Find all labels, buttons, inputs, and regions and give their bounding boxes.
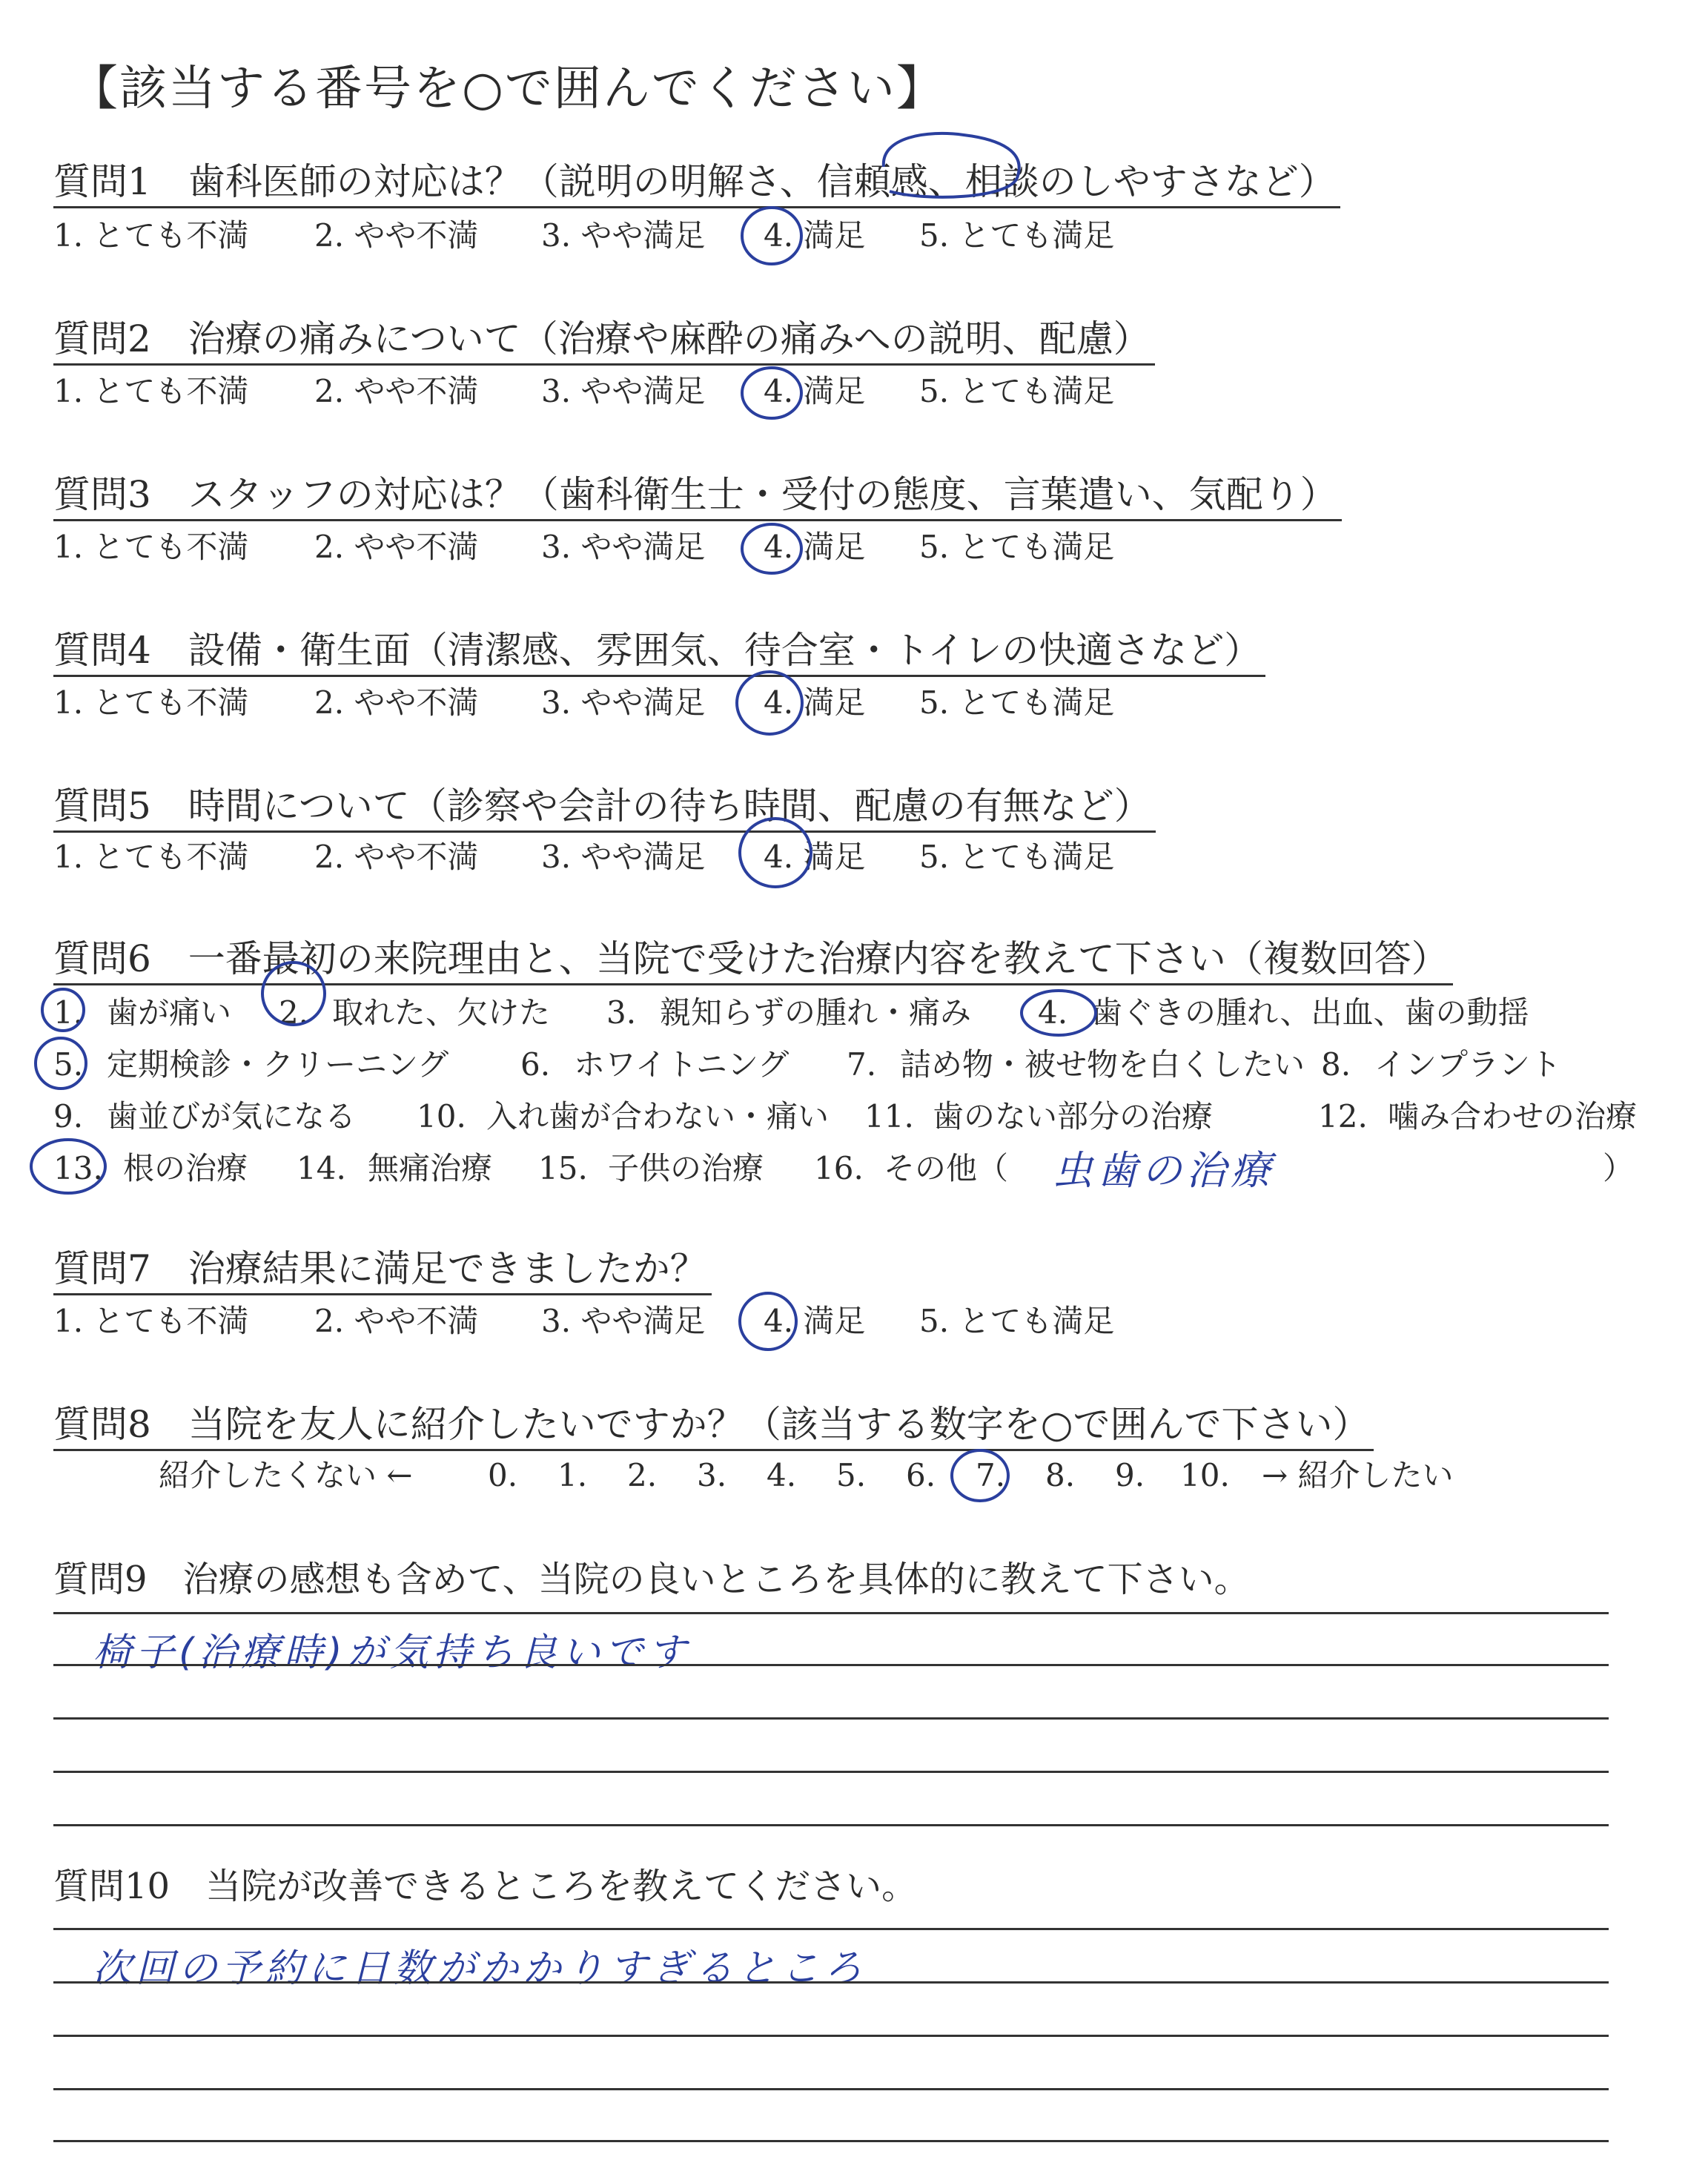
question-5-title: 質問5 時間について（診察や会計の待ち時間、配慮の有無など） [53,782,1156,833]
answer-line [53,1928,1609,1930]
option-4[interactable]: 4. 満足 [764,839,866,875]
option-1[interactable]: 1. とても不満 [53,373,249,409]
q6-option-16-num[interactable]: 16. [814,1150,864,1186]
scale-6[interactable]: 6. [906,1457,936,1493]
q6-option-2-num[interactable]: 2. [279,994,309,1031]
q6-option-9-label[interactable]: 歯並びが気になる [107,1098,357,1135]
option-5[interactable]: 5. とても満足 [919,684,1115,721]
scale-0[interactable]: 0. [488,1457,518,1493]
option-1[interactable]: 1. とても不満 [53,1303,249,1339]
option-1[interactable]: 1. とても不満 [53,217,249,254]
q6-option-10-label[interactable]: 入れ歯が合わない・痛い [486,1098,830,1135]
question-8-title: 質問8 当院を友人に紹介したいですか？（該当する数字を○で囲んで下さい） [53,1400,1374,1451]
option-3[interactable]: 3. やや満足 [541,529,706,565]
q6-option-3-num[interactable]: 3. [606,994,637,1031]
answer-line [53,1717,1609,1720]
question-2-title: 質問2 治療の痛みについて（治療や麻酔の痛みへの説明、配慮） [53,314,1155,366]
q6-other-close-paren: ） [1603,1150,1635,1186]
q6-option-16-label[interactable]: その他（ [884,1150,1009,1186]
q9-answer[interactable]: 椅子(治療時)が気持ち良いです [93,1631,691,1675]
q6-option-6-label[interactable]: ホワイトニング [574,1046,790,1083]
option-2[interactable]: 2. やや不満 [314,373,479,409]
option-3[interactable]: 3. やや満足 [541,217,706,254]
q6-option-13-label[interactable]: 根の治療 [123,1150,248,1186]
question-10-title: 質問10 当院が改善できるところを教えてください。 [53,1866,918,1907]
answer-line [53,2035,1609,2037]
option-2[interactable]: 2. やや不満 [314,839,479,875]
option-5[interactable]: 5. とても満足 [919,839,1115,875]
question-7-title: 質問7 治療結果に満足できましたか？ [53,1244,712,1295]
answer-line [53,1771,1609,1773]
option-2[interactable]: 2. やや不満 [314,529,479,565]
scale-7[interactable]: 7. [976,1457,1006,1493]
option-4[interactable]: 4. 満足 [764,529,866,565]
question-9-title: 質問9 治療の感想も含めて、当院の良いところを具体的に教えて下さい。 [53,1559,1250,1600]
option-4[interactable]: 4. 満足 [764,684,866,721]
option-1[interactable]: 1. とても不満 [53,839,249,875]
q6-option-4-label[interactable]: 歯ぐきの腫れ、出血、歯の動揺 [1091,994,1529,1031]
q6-option-5-num[interactable]: 5. [53,1046,84,1083]
q6-option-15-label[interactable]: 子供の治療 [608,1150,764,1186]
scale-right-label: → 紹介したい [1262,1457,1454,1493]
q6-option-12-label[interactable]: 噛み合わせの治療 [1388,1098,1638,1135]
answer-line [53,2140,1609,2142]
q6-other-answer[interactable]: 虫歯の治療 [1053,1147,1275,1194]
scale-3[interactable]: 3. [697,1457,727,1493]
question-4-title: 質問4 設備・衛生面（清潔感、雰囲気、待合室・トイレの快適さなど） [53,626,1265,677]
q10-answer[interactable]: 次回の予約に日数がかかりすぎるところ [93,1946,867,1991]
question-1-title: 質問1 歯科医師の対応は？（説明の明解さ、信頼感、相談のしやすさなど） [53,157,1340,208]
q6-option-8-num[interactable]: 8. [1321,1046,1351,1083]
option-4[interactable]: 4. 満足 [764,217,866,254]
q6-option-11-num[interactable]: 11. [864,1098,914,1135]
scale-4[interactable]: 4. [767,1457,797,1493]
q6-option-6-num[interactable]: 6. [520,1046,551,1083]
option-1[interactable]: 1. とても不満 [53,684,249,721]
q6-option-3-label[interactable]: 親知らずの腫れ・痛み [660,994,972,1031]
q6-option-7-num[interactable]: 7. [847,1046,877,1083]
q6-option-4-num[interactable]: 4. [1038,994,1068,1031]
scale-8[interactable]: 8. [1045,1457,1076,1493]
question-6-title: 質問6 一番最初の来院理由と、当院で受けた治療内容を教えて下さい（複数回答） [53,934,1453,985]
q6-option-10-num[interactable]: 10. [417,1098,466,1135]
scale-1[interactable]: 1. [557,1457,588,1493]
answer-line [53,1664,1609,1666]
scale-5[interactable]: 5. [836,1457,867,1493]
q6-option-15-num[interactable]: 15. [538,1150,588,1186]
option-3[interactable]: 3. やや満足 [541,1303,706,1339]
answer-line [53,1824,1609,1826]
option-2[interactable]: 2. やや不満 [314,1303,479,1339]
scale-10[interactable]: 10. [1180,1457,1230,1493]
q6-option-1-num[interactable]: 1. [53,994,84,1031]
q6-option-13-num[interactable]: 13. [53,1150,103,1186]
scale-2[interactable]: 2. [627,1457,658,1493]
q6-option-14-num[interactable]: 14. [297,1150,346,1186]
q6-option-1-label[interactable]: 歯が痛い [107,994,232,1031]
q6-option-12-num[interactable]: 12. [1318,1098,1368,1135]
option-5[interactable]: 5. とても満足 [919,373,1115,409]
question-3-title: 質問3 スタッフの対応は？（歯科衛生士・受付の態度、言葉遣い、気配り） [53,470,1342,521]
q6-option-11-label[interactable]: 歯のない部分の治療 [933,1098,1214,1135]
option-4[interactable]: 4. 満足 [764,373,866,409]
answer-line [53,1612,1609,1614]
q6-option-5-label[interactable]: 定期検診・クリーニング [107,1046,449,1083]
option-2[interactable]: 2. やや不満 [314,684,479,721]
page-title: 【該当する番号を○で囲んでください】 [70,62,945,116]
q6-option-2-label[interactable]: 取れた、欠けた [332,994,551,1031]
option-3[interactable]: 3. やや満足 [541,373,706,409]
answer-line [53,2088,1609,2090]
q6-option-14-label[interactable]: 無痛治療 [368,1150,493,1186]
q6-option-8-label[interactable]: インプラント [1374,1046,1562,1083]
option-2[interactable]: 2. やや不満 [314,217,479,254]
q6-option-7-label[interactable]: 詰め物・被せ物を白くしたい [900,1046,1305,1083]
option-5[interactable]: 5. とても満足 [919,217,1115,254]
scale-left-label: 紹介したくない ← [159,1457,413,1493]
option-4[interactable]: 4. 満足 [764,1303,866,1339]
scale-9[interactable]: 9. [1115,1457,1145,1493]
option-5[interactable]: 5. とても満足 [919,1303,1115,1339]
answer-line [53,1981,1609,1984]
q6-option-9-num[interactable]: 9. [53,1098,84,1135]
option-5[interactable]: 5. とても満足 [919,529,1115,565]
option-3[interactable]: 3. やや満足 [541,684,706,721]
option-1[interactable]: 1. とても不満 [53,529,249,565]
option-3[interactable]: 3. やや満足 [541,839,706,875]
